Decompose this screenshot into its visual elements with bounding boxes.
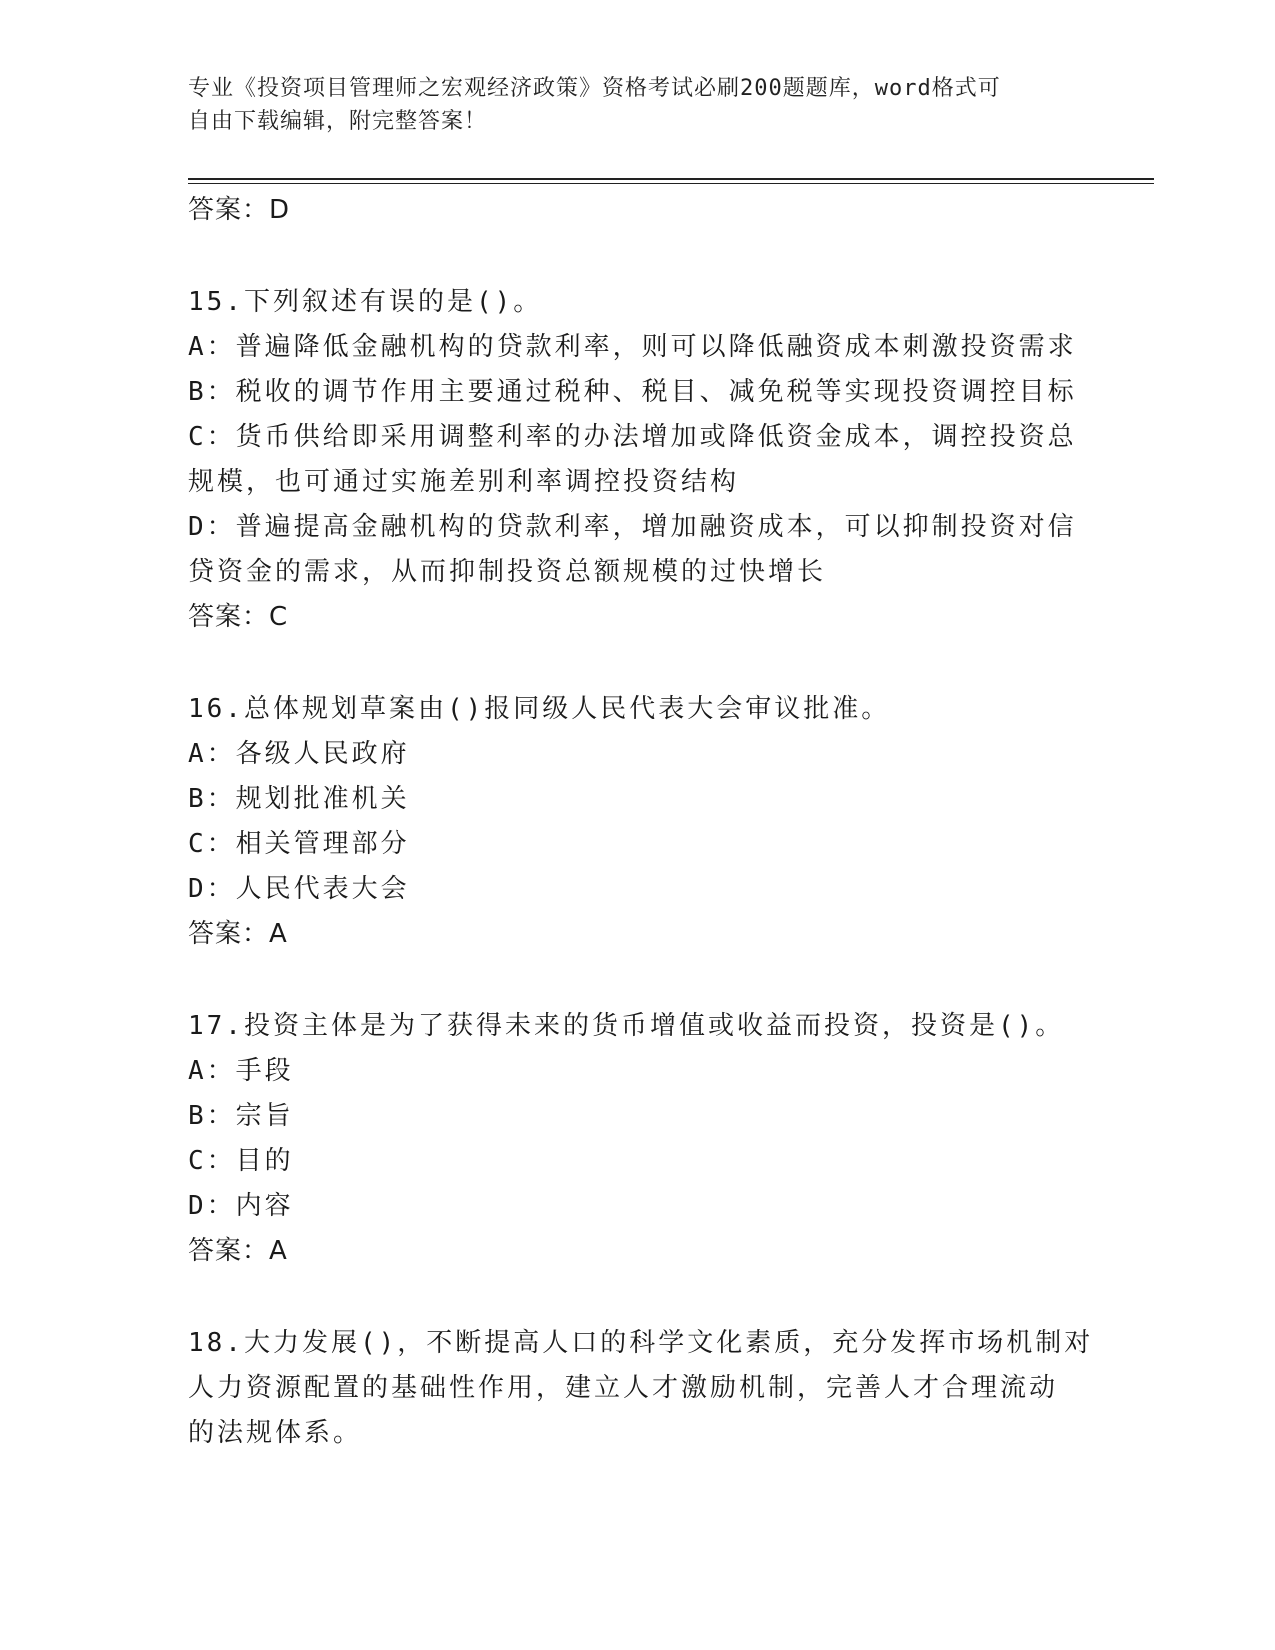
question-stem-line-3: 的法规体系。 <box>188 1418 363 1448</box>
question-15 <box>188 280 1088 640</box>
option-c-continued: 规模，也可通过实施差别利率调控投资结构 <box>188 467 740 497</box>
option-a: A：各级人民政府 <box>188 739 410 769</box>
header-divider <box>188 178 1154 184</box>
question-18 <box>188 1321 1094 1456</box>
option-a: A：手段 <box>188 1056 294 1086</box>
option-d: D：普遍提高金融机构的贷款利率，增加融资成本，可以抑制投资对信 <box>188 512 1077 542</box>
question-stem-line-1: 18.大力发展()，不断提高人口的科学文化素质，充分发挥市场机制对 <box>188 1328 1094 1358</box>
question-list <box>188 188 1094 1456</box>
option-c: C：相关管理部分 <box>188 829 410 859</box>
option-b: B：税收的调节作用主要通过税种、税目、减免税等实现投资调控目标 <box>188 377 1077 407</box>
question-stem: 17.投资主体是为了获得未来的货币增值或收益而投资，投资是()。 <box>188 1011 1065 1041</box>
answer: 答案：A <box>188 919 288 949</box>
option-d: D：内容 <box>188 1191 294 1221</box>
question-16 <box>188 687 1088 957</box>
header-line-1: 专业《投资项目管理师之宏观经济政策》资格考试必刷200题题库，word格式可 <box>188 76 1001 101</box>
question-stem: 15.下列叙述有误的是()。 <box>188 287 543 317</box>
header-line-2: 自由下载编辑，附完整答案！ <box>188 109 488 134</box>
document-header <box>188 72 1068 138</box>
answer: 答案：A <box>188 1236 288 1266</box>
spacer <box>188 640 1088 687</box>
spacer <box>188 957 1088 1004</box>
answer: 答案：C <box>188 602 289 632</box>
option-a: A：普遍降低金融机构的贷款利率，则可以降低融资成本刺激投资需求 <box>188 332 1077 362</box>
option-d: D：人民代表大会 <box>188 874 410 904</box>
spacer <box>188 233 1088 280</box>
option-d-continued: 贷资金的需求，从而抑制投资总额规模的过快增长 <box>188 557 827 587</box>
option-c: C：货币供给即采用调整利率的办法增加或降低资金成本，调控投资总 <box>188 422 1077 452</box>
question-stem-line-2: 人力资源配置的基础性作用，建立人才激励机制，完善人才合理流动 <box>188 1373 1059 1403</box>
question-17 <box>188 1004 1088 1274</box>
question-stem: 16.总体规划草案由()报同级人民代表大会审议批准。 <box>188 694 891 724</box>
option-c: C：目的 <box>188 1146 294 1176</box>
option-b: B：宗旨 <box>188 1101 294 1131</box>
answer-previous: 答案：D <box>188 195 291 225</box>
spacer <box>188 1274 1088 1321</box>
option-b: B：规划批准机关 <box>188 784 410 814</box>
